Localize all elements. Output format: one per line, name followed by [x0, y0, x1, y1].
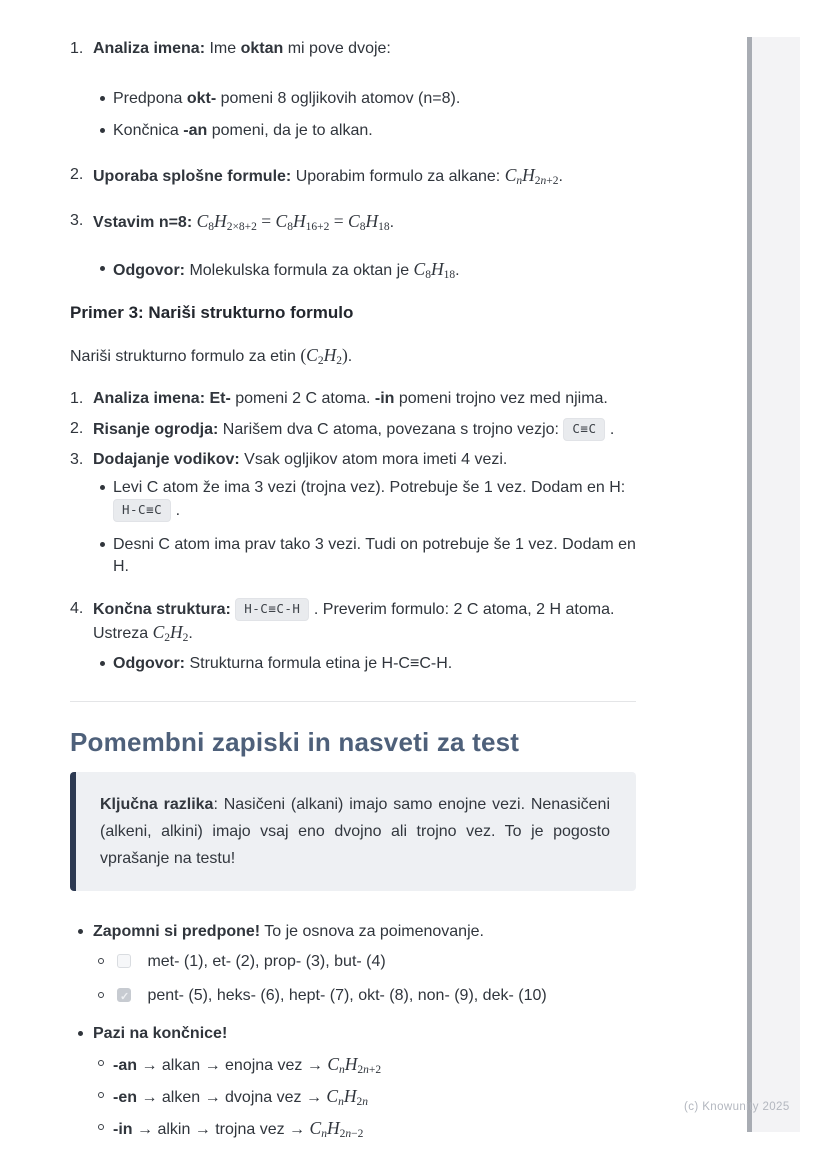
circle-bullet-icon: [98, 992, 104, 998]
bullet-icon: [78, 929, 83, 934]
circle-bullet-icon: [98, 1060, 104, 1066]
rich-text: Risanje ogrodja: Narišem dva C atoma, povezana s trojno vezjo: C≡C .: [93, 421, 614, 438]
rich-text: Zapomni si predpone! To je osnova za poimenovanje.: [93, 923, 484, 940]
bullet-icon: [100, 266, 105, 271]
checkbox[interactable]: [117, 954, 131, 968]
document-page: [70, 38, 636, 1141]
notes-list: [70, 921, 636, 1141]
list-number: 4.: [70, 600, 84, 617]
rich-text: Končnica -an pomeni, da je to alkan.: [113, 122, 373, 139]
list-item: [98, 1085, 636, 1109]
rich-text: Desni C atom ima prav tako 3 vezi. Tudi on potrebuje še 1 vez. Dodam en H.: [113, 536, 636, 575]
rich-text: Uporaba splošne formule: Uporabim formulo za alkane: $C_nH_{2n+2}$.: [93, 165, 563, 187]
circle-bullet-icon: [98, 958, 104, 964]
list-item: [70, 449, 636, 471]
bullet-icon: [100, 542, 105, 547]
bullet-icon: [100, 96, 105, 101]
sub-heading: Primer 3: Nariši strukturno formulo: [70, 303, 354, 322]
rich-text: pent- (5), heks- (6), hept- (7), okt- (8), non- (9), dek- (10): [147, 987, 547, 1004]
list-number: 3.: [70, 451, 84, 468]
list-item: [70, 598, 636, 645]
list-item: [98, 477, 636, 522]
list-item: [70, 1023, 636, 1045]
list-item: [98, 88, 636, 110]
list-number: 2.: [70, 420, 84, 437]
rich-text: Analiza imena: Et- pomeni 2 C atoma. -in pomeni trojno vez med njima.: [93, 390, 608, 407]
rich-text: Končna struktura: H-C≡C-H . Preverim formulo: 2 C atoma, 2 H atoma. Ustreza $C_2H_2$.: [93, 601, 614, 642]
list-item: [98, 951, 636, 973]
rich-text: Dodajanje vodikov: Vsak ogljikov atom mora imeti 4 vezi.: [93, 451, 508, 468]
list-item: [98, 120, 636, 142]
list-item: [70, 164, 636, 188]
checkbox[interactable]: [117, 988, 131, 1002]
section-heading: Pomembni zapiski in nasveti za test: [70, 727, 520, 757]
rich-text: Analiza imena: Ime oktan mi pove dvoje:: [93, 40, 391, 57]
intro-paragraph: Nariši strukturno formulo za etin $(C_2H_2)$.: [70, 345, 353, 367]
list-item: [70, 210, 636, 234]
bullet-icon: [100, 661, 105, 666]
list-item: [98, 258, 636, 282]
section-divider: [70, 701, 636, 702]
list-item: [98, 1117, 636, 1141]
rich-text: Odgovor: Strukturna formula etina je H-C≡C-H.: [113, 655, 453, 672]
rich-text: Predpona okt- pomeni 8 ogljikovih atomov (n=8).: [113, 90, 461, 107]
rich-text: -en → alken → dvojna vez → $C_nH_{2n}$: [113, 1086, 368, 1108]
rich-text: met- (1), et- (2), prop- (3), but- (4): [147, 953, 386, 970]
rich-text: -an → alkan → enojna vez → $C_nH_{2n+2}$: [113, 1054, 382, 1076]
list-item: [98, 985, 636, 1007]
ordered-list-oktan: [70, 38, 636, 282]
rich-text: -in → alkin → trojna vez → $C_nH_{2n-2}$: [113, 1118, 364, 1140]
list-item: [70, 38, 636, 60]
key-difference-callout: Ključna razlika: Nasičeni (alkani) imajo samo enojne vezi. Nenasičeni (alkeni, alkini) imajo vsaj eno dvojno ali trojno vez. To je pogosto vprašanje na testu!: [70, 772, 636, 891]
circle-bullet-icon: [98, 1124, 104, 1130]
bullet-icon: [100, 128, 105, 133]
bullet-icon: [100, 485, 105, 490]
list-item: [98, 653, 636, 675]
copyright-watermark: (c) Knowunity 2025: [684, 1101, 790, 1113]
list-number: 1.: [70, 390, 84, 407]
rich-text: Pazi na končnice!: [93, 1025, 228, 1042]
list-number: 3.: [70, 212, 84, 229]
rich-text: Odgovor: Molekulska formula za oktan je $C_8H_{18}$.: [113, 259, 460, 281]
next-page-preview: [752, 37, 800, 1132]
list-item: [70, 388, 636, 410]
list-item: [70, 418, 636, 441]
list-number: 2.: [70, 166, 84, 183]
ordered-list-etin: [70, 388, 636, 675]
list-item: [70, 921, 636, 943]
circle-bullet-icon: [98, 1092, 104, 1098]
list-item: [98, 534, 636, 578]
rich-text: Vstavim n=8: $C_8H_{2\times 8+2} = C_8H_{16+2} = C_8H_{18}$.: [93, 211, 395, 233]
rich-text: Levi C atom že ima 3 vezi (trojna vez). Potrebuje še 1 vez. Dodam en H: H-C≡C .: [113, 479, 625, 519]
bullet-icon: [78, 1031, 83, 1036]
list-item: [98, 1053, 636, 1077]
list-number: 1.: [70, 40, 84, 57]
